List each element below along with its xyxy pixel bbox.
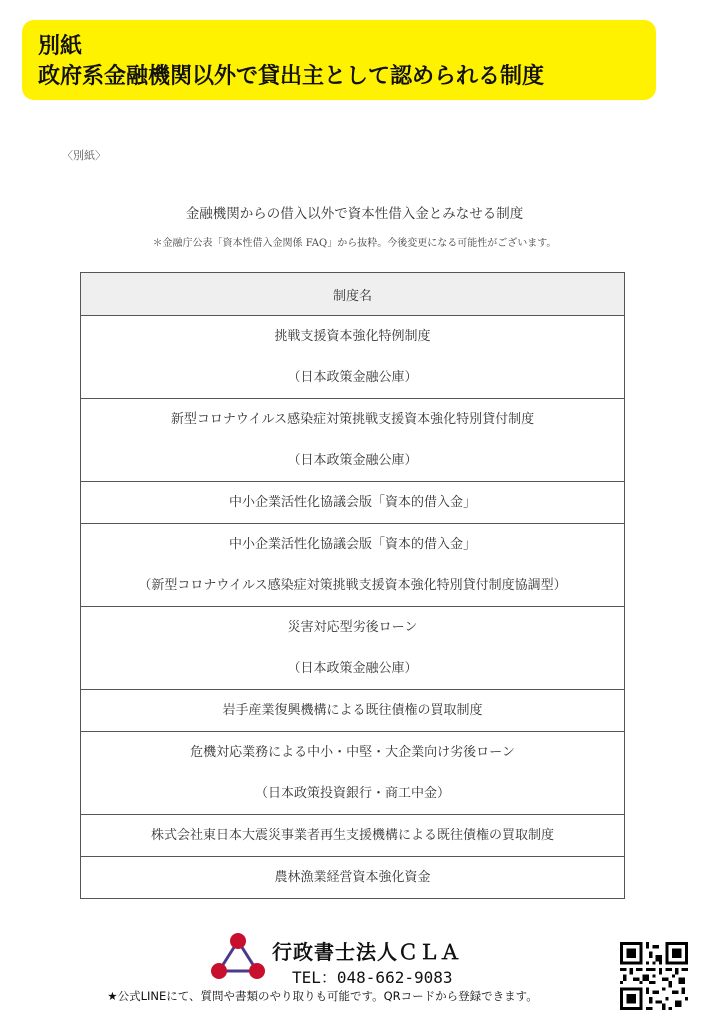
- qr-code-icon[interactable]: [620, 942, 688, 1010]
- cell-line-2: （日本政策投資銀行・商工中金）: [254, 786, 450, 801]
- table-row: [81, 524, 625, 607]
- cell-line-1: 農林漁業経営資本強化資金: [274, 870, 431, 885]
- table-cell: [81, 524, 625, 607]
- cell-line-2: （日本政策金融公庫）: [287, 661, 418, 676]
- table-header-cell: 制度名: [81, 273, 625, 316]
- table-row: [81, 732, 625, 815]
- cla-logo-icon: [210, 931, 266, 981]
- phone-number: TEL：048-662-9083: [292, 968, 453, 987]
- table-cell: [81, 482, 625, 524]
- table-row: [81, 815, 625, 857]
- table-cell: [81, 857, 625, 899]
- table-row: [81, 690, 625, 732]
- line-notice-text: ★公式LINEにて、質問や書類のやり取りも可能です。QRコードから登録できます。: [107, 989, 538, 1003]
- cell-line-1: 中小企業活性化協議会版「資本的借入金」: [228, 495, 476, 510]
- banner-line-1: 別紙: [38, 34, 83, 59]
- document-note: ＊金融庁公表「資本性借入金関係 FAQ」から抜粋。今後変更になる可能性がございます。: [152, 238, 557, 249]
- table-cell: [81, 815, 625, 857]
- cell-line-1: 新型コロナウイルス感染症対策挑戦支援資本強化特別貸付制度: [170, 412, 535, 427]
- system-table: [80, 272, 625, 899]
- table-cell: [81, 690, 625, 732]
- cell-line-2: （新型コロナウイルス感染症対策挑戦支援資本強化特別貸付制度協調型）: [138, 578, 567, 593]
- cell-line-1: 挑戦支援資本強化特例制度: [274, 329, 431, 344]
- table-row: [81, 857, 625, 899]
- table-row: [81, 399, 625, 482]
- header-banner: [22, 20, 656, 100]
- table-cell: [81, 732, 625, 815]
- document-title: 金融機関からの借入以外で資本性借入金とみなせる制度: [185, 206, 524, 222]
- cell-line-1: 中小企業活性化協議会版「資本的借入金」: [228, 537, 476, 552]
- table-row: [81, 482, 625, 524]
- cell-line-1: 災害対応型劣後ローン: [287, 620, 418, 635]
- cell-line-2: （日本政策金融公庫）: [287, 370, 418, 385]
- document-label: 〈別紙〉: [62, 149, 106, 162]
- line-notice: [0, 988, 709, 1004]
- cell-line-1: 岩手産業復興機構による既往債権の買取制度: [222, 703, 483, 718]
- table-header-row: [81, 273, 625, 316]
- cell-line-2: （日本政策金融公庫）: [287, 453, 418, 468]
- table-row: [81, 607, 625, 690]
- cell-line-1: 危機対応業務による中小・中堅・大企業向け劣後ローン: [190, 745, 515, 760]
- table-cell: [81, 607, 625, 690]
- table-cell: [81, 399, 625, 482]
- cell-line-1: 株式会社東日本大震災事業者再生支援機構による既往債権の買取制度: [150, 828, 554, 843]
- table-cell: [81, 316, 625, 399]
- table-row: [81, 316, 625, 399]
- banner-title: 政府系金融機関以外で貸出主として認められる制度: [38, 64, 545, 89]
- company-name: 行政書士法人ＣＬＡ: [272, 940, 461, 964]
